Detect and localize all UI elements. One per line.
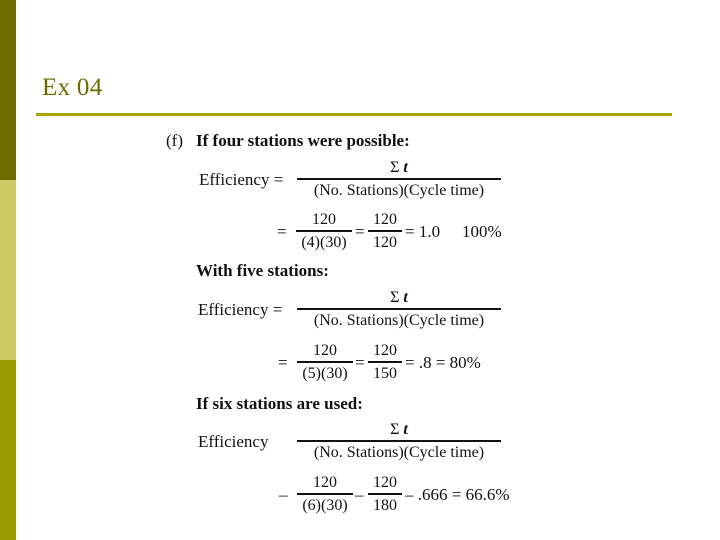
formula-numerator: Σ t	[390, 159, 408, 176]
five-fraction-1: 120 (5)(30)	[297, 341, 353, 383]
efficiency-formula-3	[297, 420, 501, 462]
six-stations-heading: If six stations are used:	[196, 394, 363, 413]
five-result: = .8 = 80%	[405, 353, 481, 372]
efficiency-formula-1	[297, 158, 501, 200]
dash-sign: –	[355, 485, 364, 504]
left-accent-bar	[0, 0, 16, 540]
equals-sign: =	[278, 353, 288, 372]
efficiency-formula-2	[297, 288, 501, 330]
five-stations-heading: With five stations:	[196, 261, 329, 280]
six-fraction-2: 120 180	[368, 473, 402, 515]
equals-sign: =	[355, 222, 365, 241]
accent-bar-segment-middle	[0, 180, 16, 360]
title-divider	[36, 113, 672, 116]
fraction-bar	[297, 178, 501, 180]
fraction-bar	[297, 308, 501, 310]
slide-title: Ex 04	[42, 74, 103, 101]
dash-sign: –	[279, 485, 288, 504]
accent-bar-segment-bottom	[0, 360, 16, 540]
formula-denominator: (No. Stations)(Cycle time)	[313, 182, 485, 199]
six-fraction-1: 120 (6)(30)	[297, 473, 353, 515]
six-result: – .666 = 66.6%	[405, 485, 510, 504]
formula-denominator: (No. Stations)(Cycle time)	[313, 312, 485, 329]
formula-numerator: Σ t	[390, 421, 408, 438]
accent-bar-segment-top	[0, 0, 16, 180]
fraction-bar	[297, 440, 501, 442]
efficiency-label-2: Efficiency =	[198, 300, 283, 319]
formula-denominator: (No. Stations)(Cycle time)	[313, 444, 485, 461]
equals-sign: =	[355, 353, 365, 372]
formula-numerator: Σ t	[390, 289, 408, 306]
four-percent: 100%	[462, 222, 502, 241]
four-stations-heading: If four stations were possible:	[196, 131, 410, 150]
five-fraction-2: 120 150	[368, 341, 402, 383]
efficiency-label-3: Efficiency	[198, 432, 269, 451]
part-label: (f)	[166, 131, 183, 150]
four-fraction-1: 120 (4)(30)	[296, 210, 352, 252]
efficiency-label-1: Efficiency =	[199, 170, 284, 189]
equals-sign: =	[277, 222, 287, 241]
four-result: = 1.0	[405, 222, 441, 241]
four-fraction-2: 120 120	[368, 210, 402, 252]
